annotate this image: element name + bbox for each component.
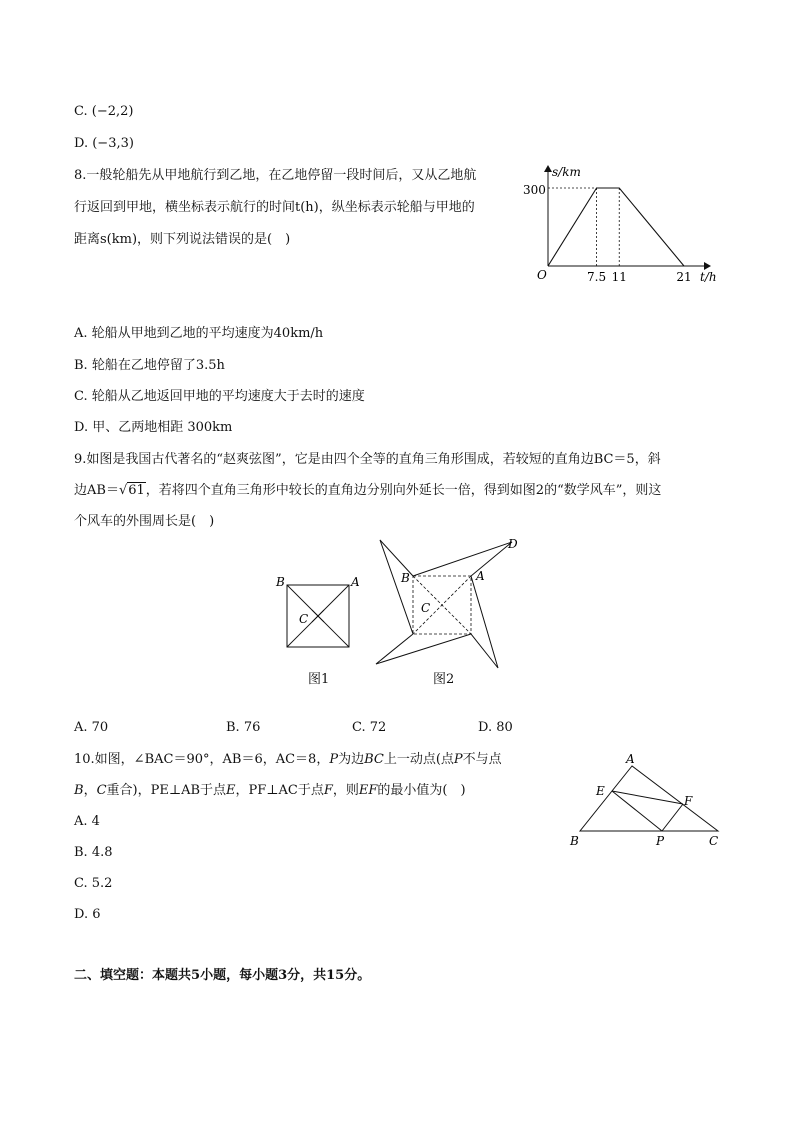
q9-option-c: C. 72 (352, 720, 387, 735)
q8-distance-time-graph (520, 160, 730, 288)
q9-sqrt-radicand: 61 (128, 483, 145, 498)
q10-segment-pe (612, 791, 662, 831)
q10-var-e: E (226, 783, 236, 798)
q10-stem-line2 (74, 781, 466, 801)
q8-x-tick-21: 21 (676, 270, 692, 284)
q8-stem-line3: 距离s(km)，则下列说法错误的是( ) (74, 232, 291, 247)
q9-fig2-caption: 图2 (433, 672, 455, 687)
q10-label-a: A (626, 752, 635, 766)
q10-stem-line1-part-c: 上一动点(点 (383, 752, 454, 767)
q10-option-a: A. 4 (74, 814, 100, 829)
section2-text-b: 小题，每小题 (200, 968, 279, 983)
q10-label-e: E (596, 784, 605, 798)
q9-stem-line2-end: ，若将四个直角三角形中较长的直角边分别向外延长一倍，得到如图2的“数学风车”，则这 (145, 483, 662, 498)
q9-stem-line2 (74, 481, 661, 501)
q8-option-a: A. 轮船从甲地到乙地的平均速度为40km/h (74, 326, 324, 341)
q9-fig2-outline (376, 540, 512, 668)
q9-figure2-math-windmill (368, 534, 528, 674)
q10-var-b: B (74, 783, 84, 798)
q9-stem-line3: 个风车的外围周长是( ) (74, 514, 215, 529)
q9-option-b: B. 76 (226, 720, 261, 735)
q9-fig2-label-a: A (476, 569, 485, 583)
q9-fig1-line-c (312, 610, 349, 647)
q10-var-f: F (323, 783, 333, 798)
q9-fig2-label-b: B (401, 571, 410, 585)
q10-stem-line2-end: ，则 (332, 783, 359, 798)
q8-option-d: D. 甲、乙两地相距 300km (74, 420, 233, 435)
section2-text-a: 二、填空题：本题共 (74, 968, 192, 983)
q10-stem-line1 (74, 750, 502, 770)
q8-stem-line2: 行返回到甲地，横坐标表示航行的时间t(h)，纵坐标表示轮船与甲地的 (74, 200, 475, 215)
q10-segment-pf (662, 804, 683, 831)
q10-var-p: P (329, 752, 339, 767)
q10-stem-line2-part-a: 重合)，PE⊥AB于点 (106, 783, 227, 798)
q8-x-axis-label: t/h (700, 270, 717, 284)
q8-distance-series (548, 188, 684, 266)
q10-var-p2: P (453, 752, 463, 767)
q9-stem-line2-start: 边AB＝ (74, 483, 119, 498)
q8-x-tick-7.5: 7.5 (587, 270, 607, 284)
q10-label-b: B (570, 834, 579, 848)
q10-label-p: P (656, 834, 665, 848)
q9-sqrt: √61 (118, 483, 145, 498)
q9-fig2-label-c: C (421, 601, 431, 615)
q10-stem-line2-mid: ，PF⊥AC于点 (235, 783, 324, 798)
q10-var-ef: EF (358, 783, 378, 798)
q9-fig1-label-a: A (351, 575, 360, 589)
q8-origin-label: O (537, 268, 547, 282)
q10-option-b: B. 4.8 (74, 845, 113, 860)
q9-fig1-caption: 图1 (308, 672, 330, 687)
q9-option-d: D. 80 (478, 720, 513, 735)
q9-figure1-zhao-shuang-diagram (272, 572, 362, 652)
q8-option-b: B. 轮船在乙地停留了3.5h (74, 358, 225, 373)
q10-triangle-figure (566, 750, 730, 850)
q9-stem-line1: 9.如图是我国古代著名的“赵爽弦图”，它是由四个全等的直角三角形围成，若较短的直角边BC＝5，斜 (74, 452, 661, 467)
section2-text-d: 分。 (344, 968, 371, 983)
section2-heading (74, 966, 370, 986)
section2-text-c: 分，共 (287, 968, 327, 983)
q9-fig1-label-c: C (299, 612, 309, 626)
q9-fig2-label-d: D (508, 537, 518, 551)
q10-stem-line1-part-d: 不与点 (462, 752, 502, 767)
section2-total: 15 (326, 968, 345, 983)
q8-x-tick-11: 11 (611, 270, 627, 284)
q9-fig1-label-b: B (276, 575, 285, 589)
section2-count: 5 (191, 968, 201, 983)
q10-stem-line2-tail: 的最小值为( ) (377, 783, 466, 798)
q7-option-c: C. (−2,2) (74, 104, 134, 119)
q10-stem-line1-part-b: 为边 (338, 752, 365, 767)
q9-option-a: A. 70 (74, 720, 109, 735)
q8-stem-line1: 8.一般轮船先从甲地航行到乙地，在乙地停留一段时间后，又从乙地航 (74, 168, 477, 183)
q10-label-f: F (684, 794, 693, 808)
q8-y-tick-300: 300 (523, 183, 546, 197)
q10-stem-line1-part-a: 10.如图，∠BAC＝90°，AB＝6，AC＝8， (74, 752, 330, 767)
q10-triangle-abc (580, 766, 718, 831)
q7-option-d: D. (−3,3) (74, 136, 134, 151)
q10-stem-line2-sep: ， (83, 783, 97, 798)
q10-option-d: D. 6 (74, 907, 101, 922)
section2-points: 3 (278, 968, 288, 983)
q8-y-axis-label: s/km (552, 165, 581, 179)
q10-var-c: C (96, 783, 107, 798)
q10-var-bc: BC (364, 752, 384, 767)
q8-option-c: C. 轮船从乙地返回甲地的平均速度大于去时的速度 (74, 389, 365, 404)
q10-label-c: C (709, 834, 719, 848)
q10-segment-ef (612, 791, 683, 804)
q10-option-c: C. 5.2 (74, 876, 113, 891)
